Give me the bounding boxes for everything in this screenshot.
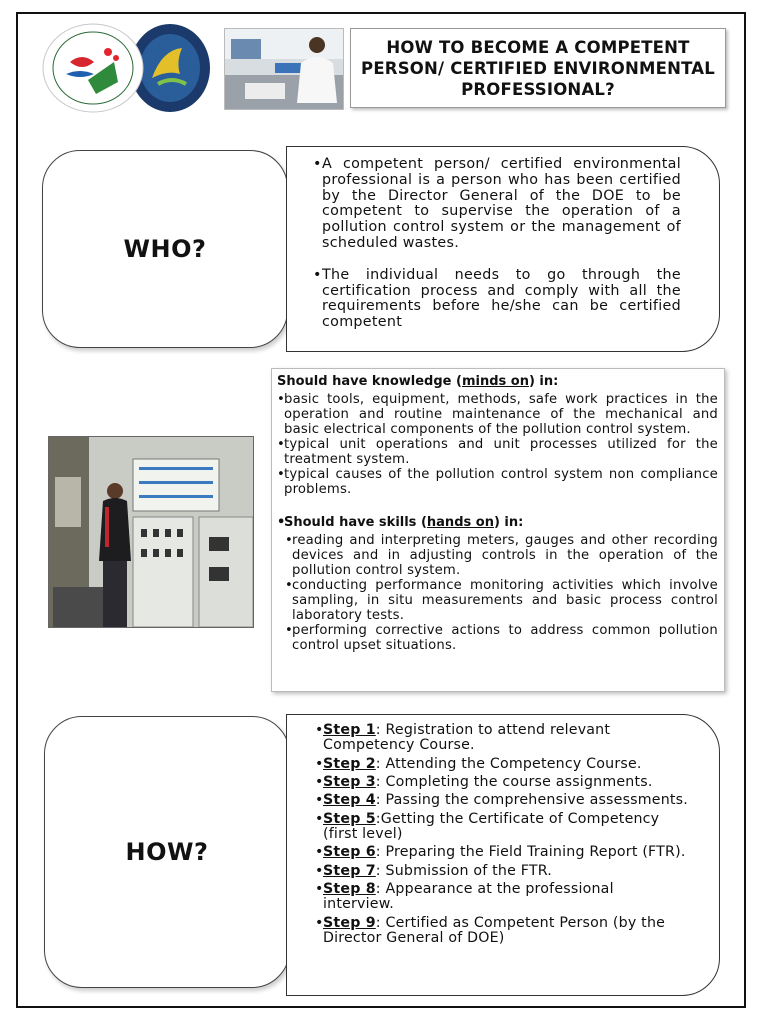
step-item: • Step 6: Preparing the Field Training Report (FTR). bbox=[315, 845, 689, 860]
step-item: • Step 1: Registration to attend relevant Competency Course. bbox=[315, 723, 689, 753]
step-item: • Step 5:Getting the Certificate of Competency (first level) bbox=[315, 812, 689, 842]
how-label: HOW? bbox=[125, 838, 209, 866]
who-description-box bbox=[286, 146, 720, 352]
skills-item: • conducting performance monitoring activities which involve sampling, in situ measurements and basic process control laboratory tests. bbox=[285, 578, 718, 623]
requirements-box bbox=[271, 368, 725, 692]
knowledge-item: • typical causes of the pollution control system non compliance problems. bbox=[277, 467, 718, 497]
knowledge-heading: Should have knowledge (minds on) in: bbox=[277, 374, 559, 389]
step-item: • Step 8: Appearance at the professional interview. bbox=[315, 882, 689, 912]
step-item: • Step 2: Attending the Competency Course. bbox=[315, 757, 689, 772]
page-title: HOW TO BECOME A COMPETENT PERSON/ CERTIFIED ENVIRONMENTAL PROFESSIONAL? bbox=[361, 37, 715, 99]
who-bullet: • A competent person/ certified environmental professional is a person who has been certified by the Director General of the DOE to be competent to supervise the operation of a pollution control system or the management of scheduled wastes. bbox=[313, 157, 681, 252]
knowledge-item: • basic tools, equipment, methods, safe work practices in the operation and routine maintenance of the mechanical and basic electrical components of the pollution control system. bbox=[277, 392, 718, 437]
who-label-box bbox=[42, 150, 288, 348]
step-item: • Step 7: Submission of the FTR. bbox=[315, 864, 689, 879]
step-item: • Step 3: Completing the course assignments. bbox=[315, 775, 689, 790]
how-steps-box bbox=[286, 714, 720, 996]
who-label: WHO? bbox=[123, 235, 207, 263]
doe-logo-icon bbox=[40, 22, 212, 114]
control-panel-photo bbox=[48, 436, 254, 628]
office-photo bbox=[224, 28, 344, 110]
step-item: • Step 4: Passing the comprehensive assessments. bbox=[315, 793, 689, 808]
knowledge-item: • typical unit operations and unit processes utilized for the treatment system. bbox=[277, 437, 718, 467]
skills-item: • performing corrective actions to address common pollution control upset situations. bbox=[285, 623, 718, 653]
how-label-box bbox=[44, 716, 290, 988]
skills-item: • reading and interpreting meters, gauges and other recording devices and in adjusting controls in the operation of the pollution control system. bbox=[285, 533, 718, 578]
step-item: • Step 9: Certified as Competent Person (by the Director General of DOE) bbox=[315, 916, 689, 946]
title-box bbox=[350, 28, 726, 108]
who-bullet: • The individual needs to go through the certification process and comply with all the requirements before he/she can be certified competent bbox=[313, 268, 681, 331]
skills-heading: • Should have skills (hands on) in: bbox=[277, 515, 524, 530]
department-logos bbox=[40, 22, 212, 114]
